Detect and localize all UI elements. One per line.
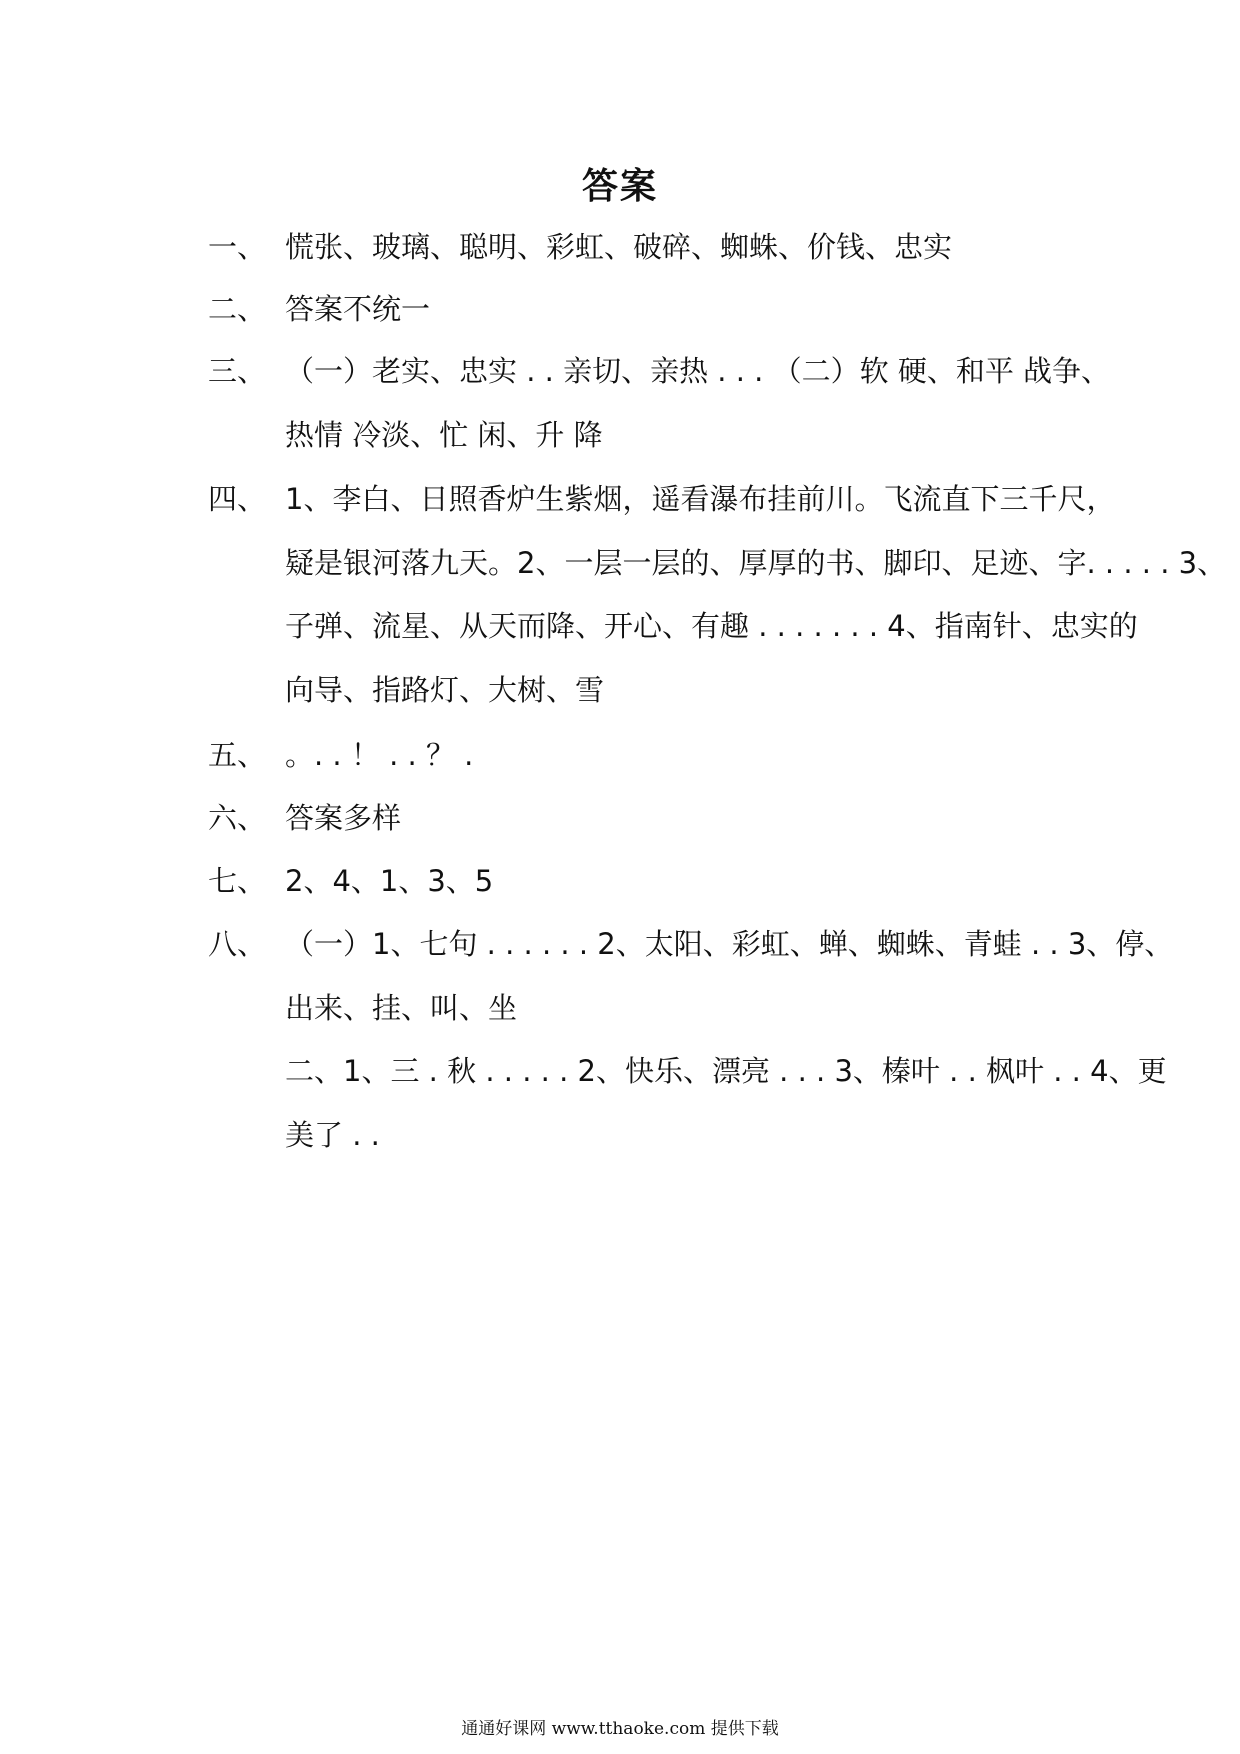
answer-line: （一）1、七句 . . . . . . 2、太阳、彩虹、蝉、蜘蛛、青蛙 . . 3、停、: [285, 927, 1174, 961]
section-number: 八、: [208, 927, 267, 961]
answer-line: 热情 冷淡、忙 闲、升 降: [285, 417, 603, 452]
answer-line: 1、李白、日照香炉生紫烟，遥看瀑布挂前川。飞流直下三千尺，: [285, 482, 1116, 516]
section-number: 六、: [208, 801, 267, 835]
answer-section-2: [208, 278, 1128, 342]
answer-section-5: [208, 724, 1128, 788]
answer-line: 二、1、三 . 秋 . . . . . 2、快乐、漂亮 . . . 3、榛叶 . . 枫叶 . . 4、更: [285, 1054, 1167, 1088]
answer-section-7: [208, 850, 1128, 914]
answer-line: 疑是银河落九天。2、一层一层的、厚厚的书、脚印、足迹、字. . . . . 3、: [285, 545, 1227, 580]
answer-line: 。. . ！ . . ？ .: [285, 738, 474, 772]
answer-line: 答案多样: [285, 801, 402, 835]
answer-section-1: [208, 216, 1128, 280]
answer-section-8: [208, 913, 1174, 1167]
answer-line: 出来、挂、叫、坐: [285, 990, 518, 1025]
answer-line: 答案不统一: [285, 292, 431, 326]
section-number: 七、: [208, 864, 267, 898]
answer-line: 向导、指路灯、大树、雪: [285, 672, 605, 707]
answer-section-4: [208, 468, 1227, 722]
answer-line: 子弹、流星、从天而降、开心、有趣 . . . . . . . 4、指南针、忠实的: [285, 609, 1138, 643]
page-title: 答案: [581, 166, 658, 207]
answer-line: 美了 . .: [285, 1117, 380, 1152]
section-number: 三、: [208, 354, 267, 388]
answer-line: 2、4、1、3、5: [285, 864, 494, 898]
answer-line: （一）老实、忠实 . . 亲切、亲热 . . . （二）软 硬、和平 战争、: [285, 354, 1111, 388]
answer-line: 慌张、玻璃、聪明、彩虹、破碎、蜘蛛、价钱、忠实: [285, 230, 953, 264]
footer-watermark: 通通好课网 www.tthaoke.com 提供下载: [461, 1719, 779, 1739]
section-number: 五、: [208, 738, 267, 772]
section-number: 一、: [208, 230, 267, 264]
section-number: 四、: [208, 482, 267, 516]
answer-section-3: [208, 340, 1128, 467]
answer-section-6: [208, 787, 1128, 851]
section-number: 二、: [208, 292, 267, 326]
